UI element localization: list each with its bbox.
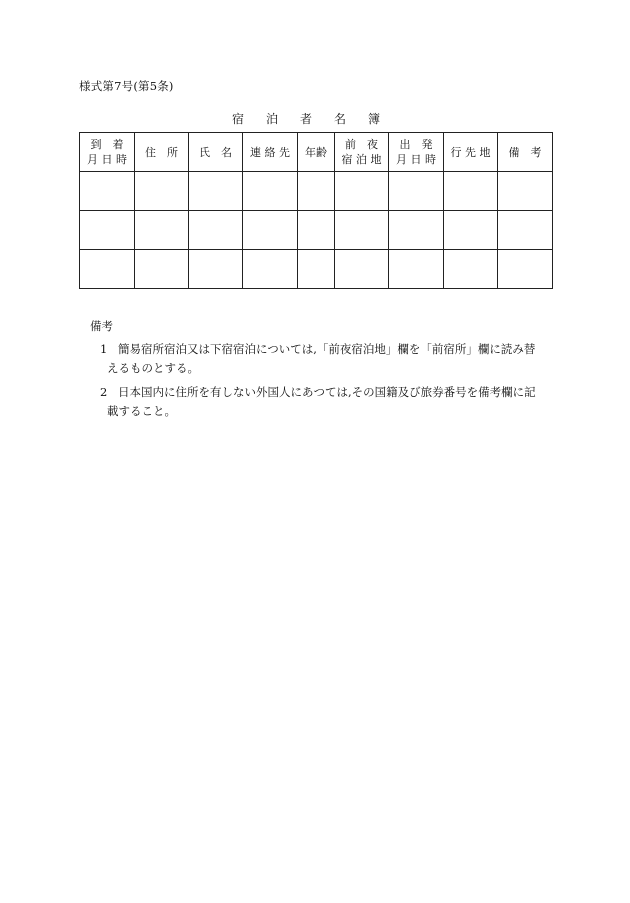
col-header-destination <box>444 133 498 172</box>
col-header-line: 行 先 地 <box>450 145 491 159</box>
table-cell <box>298 250 335 289</box>
col-header-line: 住 所 <box>145 145 178 159</box>
notes-heading: 備考 <box>90 319 113 333</box>
table-cell <box>189 172 243 211</box>
note-text-line: 簡易宿所宿泊又は下宿宿泊については,「前夜宿泊地」欄を「前宿所」欄に読み替 <box>118 342 536 356</box>
col-header-line: 月 日 時 <box>396 153 436 166</box>
col-header-arrival <box>80 133 135 172</box>
table-cell <box>135 250 189 289</box>
col-header-line: 到 着 <box>90 138 124 151</box>
table-header-row <box>80 133 553 172</box>
page-title: 宿泊者名簿 <box>232 112 403 126</box>
note-number: 1 <box>100 342 108 356</box>
note-item <box>100 340 550 378</box>
table-row <box>80 211 553 250</box>
note-number: 2 <box>100 385 108 399</box>
col-header-line: 年齢 <box>305 145 327 159</box>
table-cell <box>80 211 135 250</box>
table-cell <box>135 211 189 250</box>
note-text-line: 載すること。 <box>107 404 176 418</box>
table-row <box>80 172 553 211</box>
table-cell <box>335 250 389 289</box>
col-header-age <box>298 133 335 172</box>
table-cell <box>498 211 553 250</box>
table-cell <box>444 172 498 211</box>
col-header-line: 前 夜 <box>345 138 378 151</box>
col-header-line: 出 発 <box>399 138 433 151</box>
table-cell <box>80 250 135 289</box>
col-header-address <box>135 133 189 172</box>
table-cell <box>135 172 189 211</box>
col-header-remarks <box>498 133 553 172</box>
table-cell <box>80 172 135 211</box>
form-number-label: 様式第7号(第5条) <box>79 79 174 93</box>
table-cell <box>335 172 389 211</box>
table-cell <box>243 211 298 250</box>
table-cell <box>389 211 444 250</box>
table-cell <box>389 172 444 211</box>
table-cell <box>243 172 298 211</box>
table-cell <box>444 250 498 289</box>
col-header-departure <box>389 133 444 172</box>
col-header-line: 氏 名 <box>199 145 232 159</box>
note-item <box>100 383 550 421</box>
col-header-name <box>189 133 243 172</box>
table-cell <box>498 250 553 289</box>
table-cell <box>243 250 298 289</box>
table-cell <box>298 211 335 250</box>
table-cell <box>189 250 243 289</box>
table-cell <box>498 172 553 211</box>
table-row <box>80 250 553 289</box>
note-text-line: えるものとする。 <box>107 361 199 375</box>
note-text-line: 日本国内に住所を有しない外国人にあつては,その国籍及び旅券番号を備考欄に記 <box>118 385 536 399</box>
table-cell <box>189 211 243 250</box>
table-cell <box>389 250 444 289</box>
col-header-previous-lodging <box>335 133 389 172</box>
table-cell <box>335 211 389 250</box>
table-cell <box>444 211 498 250</box>
col-header-line: 月 日 時 <box>87 153 127 166</box>
col-header-line: 宿 泊 地 <box>341 153 382 166</box>
guest-register-table <box>79 132 553 289</box>
col-header-contact <box>243 133 298 172</box>
table-cell <box>298 172 335 211</box>
col-header-line: 備 考 <box>508 145 542 159</box>
col-header-line: 連 絡 先 <box>250 145 290 159</box>
